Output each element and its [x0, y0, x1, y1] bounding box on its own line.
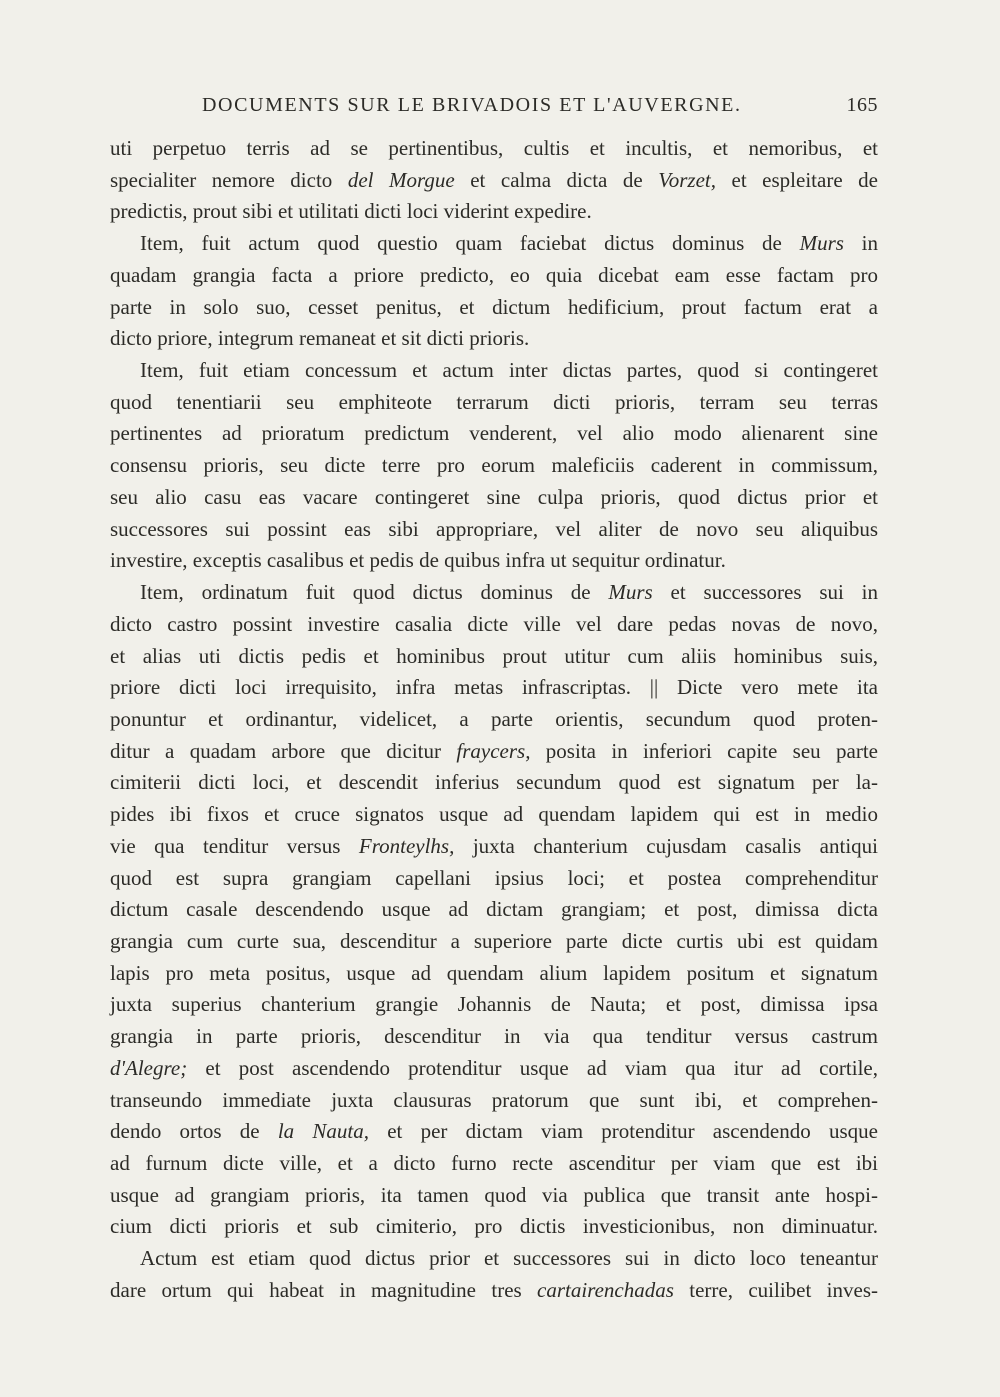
text-segment: quadam grangia facta a priore predicto, eo quia dicebat eam esse factam pro	[110, 262, 878, 287]
text-line	[110, 672, 878, 704]
text-line	[110, 1180, 878, 1212]
text-segment: priore dicti loci irrequisito, infra metas infrascriptas. || Dicte vero mete ita	[110, 675, 878, 700]
text-line	[110, 292, 878, 324]
italic-term: cartairenchadas	[537, 1277, 674, 1302]
italic-term: Murs	[799, 231, 844, 256]
text-segment: grangia in parte prioris, descenditur in via qua tenditur versus castrum	[110, 1024, 878, 1049]
text-segment: transeundo immediate juxta clausuras pratorum que sunt ibi, et comprehen-	[110, 1087, 878, 1112]
text-segment: vie qua tenditur versus	[110, 833, 359, 858]
text-line	[110, 450, 878, 482]
italic-term: la Nauta,	[277, 1119, 369, 1144]
text-segment: Item, fuit actum quod questio quam faciebat dictus dominus de	[140, 231, 800, 256]
text-line	[110, 1243, 878, 1275]
text-line	[110, 1053, 878, 1085]
text-segment: posita in inferiori capite seu parte	[530, 738, 878, 763]
text-segment: et calma dicta de	[454, 167, 659, 192]
text-segment: usque ad grangiam prioris, ita tamen quod via publica que transit ante hospi-	[110, 1182, 878, 1207]
text-line	[110, 1116, 878, 1148]
text-line	[110, 704, 878, 736]
italic-term: Fronteylhs,	[358, 833, 455, 858]
text-line	[110, 926, 878, 958]
text-segment: consensu prioris, seu dicte terre pro eorum maleficiis caderent in commissum,	[110, 453, 878, 478]
page-header	[110, 94, 878, 124]
text-line	[110, 894, 878, 926]
text-segment: lapis pro meta positus, usque ad quendam alium lapidem positum et signatum	[110, 960, 878, 985]
text-line	[110, 1275, 878, 1307]
page-number: 165	[846, 94, 878, 116]
text-line	[110, 799, 878, 831]
text-segment: grangia cum curte sua, descenditur a superiore parte dicte curtis ubi est quidam	[110, 928, 878, 953]
text-segment: pides ibi fixos et cruce signatos usque ad quendam lapidem qui est in medio	[110, 802, 878, 827]
text-line	[110, 418, 878, 450]
text-segment: ponuntur et ordinantur, videlicet, a parte orientis, secundum quod proten-	[110, 706, 878, 731]
text-segment: dictum casale descendendo usque ad dictam grangiam; et post, dimissa dicta	[110, 897, 878, 922]
text-line	[110, 958, 878, 990]
running-title: DOCUMENTS SUR LE BRIVADOIS ET L'AUVERGNE.	[202, 94, 742, 116]
body-text	[110, 133, 878, 1307]
text-segment: investire, exceptis casalibus et pedis de quibus infra ut sequitur ordinatur.	[110, 548, 726, 573]
text-segment: et alias uti dictis pedis et hominibus prout utitur cum aliis hominibus suis,	[110, 643, 878, 668]
text-segment: Item, ordinatum fuit quod dictus dominus de	[140, 580, 609, 605]
text-segment: terre, cuilibet inves-	[673, 1277, 878, 1302]
text-segment: et post ascendendo protenditur usque ad viam qua itur ad cortile,	[187, 1055, 878, 1080]
text-line	[110, 831, 878, 863]
text-line	[110, 767, 878, 799]
text-segment: quod tenentiarii seu emphiteote terrarum dicti prioris, terram seu terras	[110, 389, 878, 414]
text-line	[110, 989, 878, 1021]
italic-term: del Morgue	[347, 167, 455, 192]
text-segment: ad furnum dicte ville, et a dicto furno recte ascenditur per viam que est ibi	[110, 1151, 878, 1175]
italic-term: fraycers,	[456, 738, 531, 763]
text-line	[110, 545, 878, 577]
text-line	[110, 133, 878, 165]
text-segment: dendo ortos de	[110, 1119, 278, 1144]
text-segment: predictis, prout sibi et utilitati dicti loci viderint expedire.	[110, 199, 592, 224]
text-segment: juxta chanterium cujusdam casalis antiqui	[454, 833, 879, 858]
text-segment: in	[843, 231, 879, 256]
text-line	[110, 577, 878, 609]
text-segment: parte in solo suo, cesset penitus, et dictum hedificium, prout factum erat a	[110, 294, 878, 319]
text-segment: ditur a quadam arbore que dicitur	[110, 738, 457, 763]
text-line	[110, 514, 878, 546]
text-line	[110, 387, 878, 419]
text-line	[110, 641, 878, 673]
text-segment: seu alio casu eas vacare contingeret sine culpa prioris, quod dictus prior et	[110, 484, 878, 509]
text-line	[110, 482, 878, 514]
text-segment: et successores sui in	[652, 580, 878, 605]
text-line	[110, 863, 878, 895]
text-segment: Item, fuit etiam concessum et actum inter dictas partes, quod si contingeret	[140, 358, 878, 383]
text-line	[110, 736, 878, 768]
italic-term: Vorzet,	[658, 167, 716, 192]
text-segment: Actum est etiam quod dictus prior et successores sui in dicto loco teneantur	[140, 1246, 878, 1271]
text-line	[110, 260, 878, 292]
text-line	[110, 1085, 878, 1117]
text-segment: specialiter nemore dicto	[110, 167, 348, 192]
text-line	[110, 609, 878, 641]
text-line	[110, 228, 878, 260]
italic-term: Murs	[608, 580, 653, 605]
text-segment: quod est supra grangiam capellani ipsius loci; et postea comprehenditur	[110, 865, 878, 890]
text-segment: uti perpetuo terris ad se pertinentibus, cultis et incultis, et nemoribus, et	[110, 136, 878, 160]
text-line	[110, 323, 878, 355]
text-line	[110, 196, 878, 228]
text-line	[110, 1211, 878, 1243]
text-segment: dicto priore, integrum remaneat et sit dicti prioris.	[110, 326, 530, 351]
text-segment: successores sui possint eas sibi appropriare, vel aliter de novo seu aliquibus	[110, 516, 878, 541]
italic-term: d'Alegre;	[110, 1055, 188, 1080]
text-segment: dare ortum qui habeat in magnitudine tres	[110, 1277, 538, 1302]
text-line	[110, 165, 878, 197]
text-segment: cium dicti prioris et sub cimiterio, pro dictis investicionibus, non diminuatur.	[110, 1214, 878, 1239]
text-segment: cimiterii dicti loci, et descendit inferius secundum quod est signatum per la-	[110, 770, 878, 795]
text-line	[110, 1148, 878, 1180]
text-line	[110, 1021, 878, 1053]
text-segment: et espleitare de	[715, 167, 878, 192]
text-line	[110, 355, 878, 387]
text-segment: pertinentes ad prioratum predictum venderent, vel alio modo alienarent sine	[110, 421, 878, 446]
text-segment: et per dictam viam protenditur ascendendo usque	[369, 1119, 878, 1144]
text-segment: dicto castro possint investire casalia dicte ville vel dare pedas novas de novo,	[110, 611, 878, 636]
text-segment: juxta superius chanterium grangie Johannis de Nauta; et post, dimissa ipsa	[110, 992, 878, 1017]
